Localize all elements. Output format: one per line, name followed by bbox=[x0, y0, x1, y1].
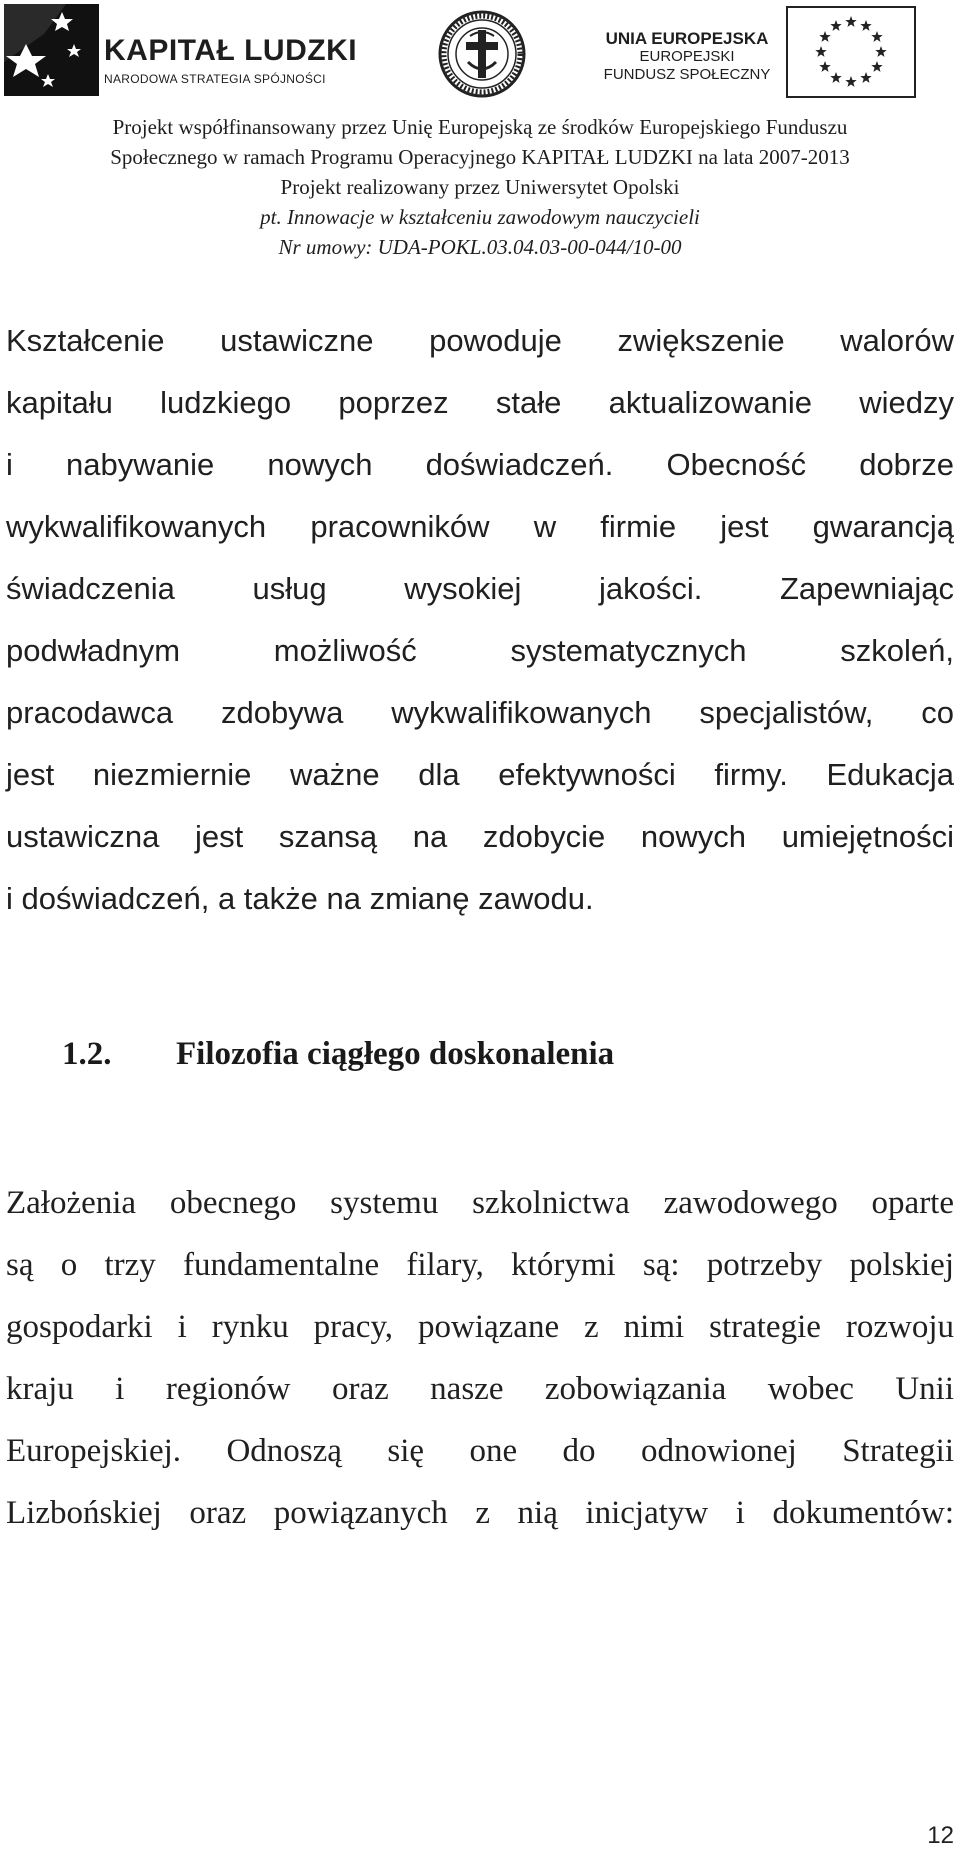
paragraph-line: wykwalifikowanych pracowników w firmie jest gwarancją bbox=[6, 509, 954, 544]
paragraph-line: gospodarki i rynku pracy, powiązane z nimi strategie rozwoju bbox=[6, 1309, 954, 1345]
paragraph-lifelong-learning bbox=[6, 310, 954, 930]
project-title-line: pt. Innowacje w kształceniu zawodowym nauczycieli bbox=[260, 205, 700, 229]
kapital-ludzki-subtitle: NARODOWA STRATEGIA SPÓJNOŚCI bbox=[104, 72, 326, 86]
eu-flag-icon bbox=[786, 6, 916, 98]
page-number: 12 bbox=[927, 1822, 954, 1849]
paragraph-line: ustawiczna jest szansą na zdobycie nowych umiejętności bbox=[6, 819, 954, 854]
project-info-line: Projekt realizowany przez Uniwersytet Opolski bbox=[280, 175, 680, 199]
contract-number-line: Nr umowy: UDA-POKL.03.04.03-00-044/10-00 bbox=[278, 235, 682, 259]
paragraph-line: podwładnym możliwość systematycznych szkoleń, bbox=[6, 633, 954, 668]
paragraph-line: jest niezmiernie ważne dla efektywności firmy. Edukacja bbox=[6, 757, 954, 792]
section-title: Filozofia ciągłego doskonalenia bbox=[176, 1036, 615, 1072]
paragraph-line: kapitału ludzkiego poprzez stałe aktualizowanie wiedzy bbox=[6, 385, 954, 420]
paragraph-line: Założenia obecnego systemu szkolnictwa zawodowego oparte bbox=[6, 1185, 954, 1221]
paragraph-vocational-system bbox=[6, 1172, 954, 1544]
section-heading bbox=[62, 1036, 614, 1073]
paragraph-line: pracodawca zdobywa wykwalifikowanych specjalistów, co bbox=[6, 695, 954, 730]
project-info-line: Społecznego w ramach Programu Operacyjnego KAPITAŁ LUDZKI na lata 2007-2013 bbox=[110, 145, 850, 169]
project-info-line: Projekt współfinansowany przez Unię Europejską ze środków Europejskiego Funduszu bbox=[112, 115, 848, 139]
kapital-ludzki-wordmark bbox=[104, 36, 357, 86]
kapital-ludzki-logo-icon bbox=[4, 4, 99, 96]
eu-label-line: EUROPEJSKI bbox=[639, 48, 735, 65]
paragraph-line: Lizbońskiej oraz powiązanych z nią inicjatyw i dokumentów: bbox=[6, 1495, 954, 1531]
university-seal-icon bbox=[438, 10, 526, 98]
paragraph-line: świadczenia usług wysokiej jakości. Zapewniając bbox=[6, 571, 954, 606]
eu-label-line: FUNDUSZ SPOŁECZNY bbox=[603, 66, 771, 83]
paragraph-line: i doświadczeń, a także na zmianę zawodu. bbox=[6, 881, 594, 916]
paragraph-line: są o trzy fundamentalne filary, którymi są: potrzeby polskiej bbox=[6, 1247, 954, 1283]
paragraph-line: Europejskiej. Odnoszą się one do odnowionej Strategii bbox=[6, 1433, 954, 1469]
kapital-ludzki-title: KAPITAŁ LUDZKI bbox=[104, 34, 358, 67]
section-number: 1.2. bbox=[62, 1036, 112, 1072]
eu-fund-label bbox=[602, 30, 772, 84]
header-logos bbox=[0, 0, 960, 108]
paragraph-line: kraju i regionów oraz nasze zobowiązania wobec Unii bbox=[6, 1371, 954, 1407]
paragraph-line: i nabywanie nowych doświadczeń. Obecność dobrze bbox=[6, 447, 954, 482]
paragraph-line: Kształcenie ustawiczne powoduje zwiększenie walorów bbox=[6, 323, 954, 358]
eu-label-line: UNIA EUROPEJSKA bbox=[605, 29, 769, 48]
project-info bbox=[0, 112, 960, 262]
